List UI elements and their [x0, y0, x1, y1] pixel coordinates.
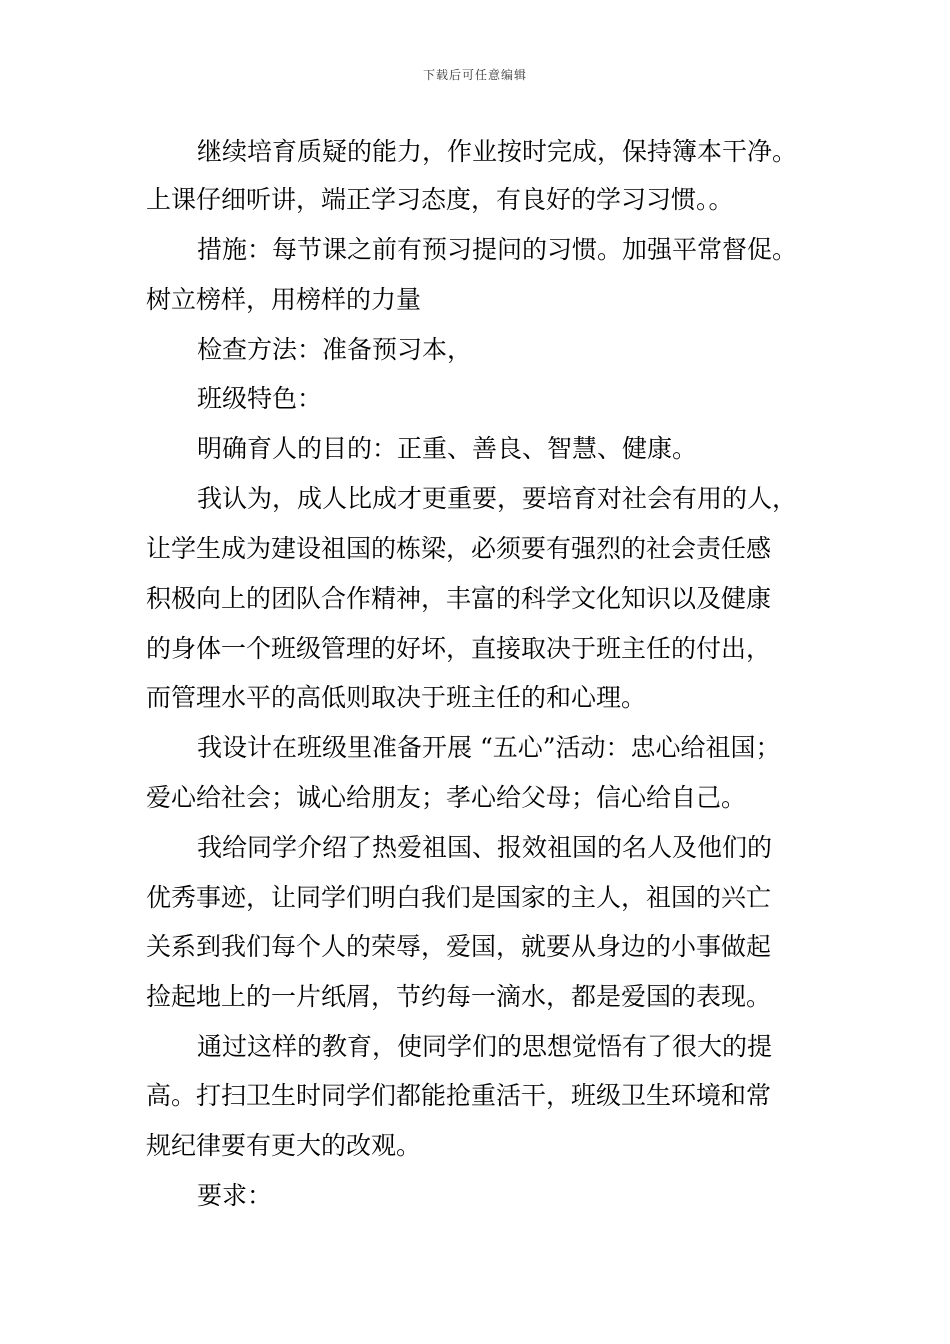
text-line: 继续培育质疑的能力，作业按时完成，保持簿本干净。: [197, 137, 798, 166]
text-line: 优秀事迹，让同学们明白我们是国家的主人，祖国的兴亡: [146, 883, 772, 912]
text-line: 捡起地上的一片纸屑，节约每一滴水，都是爱国的表现。: [146, 982, 772, 1011]
text-line: 而管理水平的高低则取决于班主任的和心理。: [146, 683, 647, 712]
text-line: 我设计在班级里准备开展 “五心”活动：忠心给祖国；: [197, 733, 781, 762]
page-header: 下载后可任意编辑: [422, 68, 527, 82]
text-line: 的身体一个班级管理的好坏，直接取决于班主任的付出，: [146, 634, 772, 663]
text-line: 我认为，成人比成才更重要，要培育对社会有用的人，: [197, 484, 798, 513]
text-line: 明确育人的目的：正重、善良、智慧、健康。: [197, 434, 698, 463]
text-line: 规纪律要有更大的改观。: [146, 1131, 422, 1160]
text-line: 要求：: [197, 1181, 273, 1210]
text-line: 爱心给社会；诚心给朋友；孝心给父母；信心给自己。: [146, 783, 747, 812]
text-line: 积极向上的团队合作精神，丰富的科学文化知识以及健康: [146, 584, 772, 613]
text-line: 高。打扫卫生时同学们都能抢重活干，班级卫生环境和常: [146, 1081, 772, 1110]
text-line: 检查方法：准备预习本，: [197, 335, 473, 364]
text-line: 措施：每节课之前有预习提问的习惯。加强平常督促。: [197, 235, 798, 264]
text-line: 关系到我们每个人的荣辱，爱国，就要从身边的小事做起: [146, 932, 772, 961]
text-line: 我给同学介绍了热爱祖国、报效祖国的名人及他们的: [197, 833, 773, 862]
text-line: 通过这样的教育，使同学们的思想觉悟有了很大的提: [197, 1032, 773, 1061]
text-line: 树立榜样，用榜样的力量: [146, 285, 422, 314]
text-line: 班级特色：: [197, 384, 323, 413]
text-line: 让学生成为建设祖国的栋梁，必须要有强烈的社会责任感: [146, 534, 772, 563]
text-line: 上课仔细听讲，端正学习态度，有良好的学习习惯。。: [146, 185, 734, 214]
